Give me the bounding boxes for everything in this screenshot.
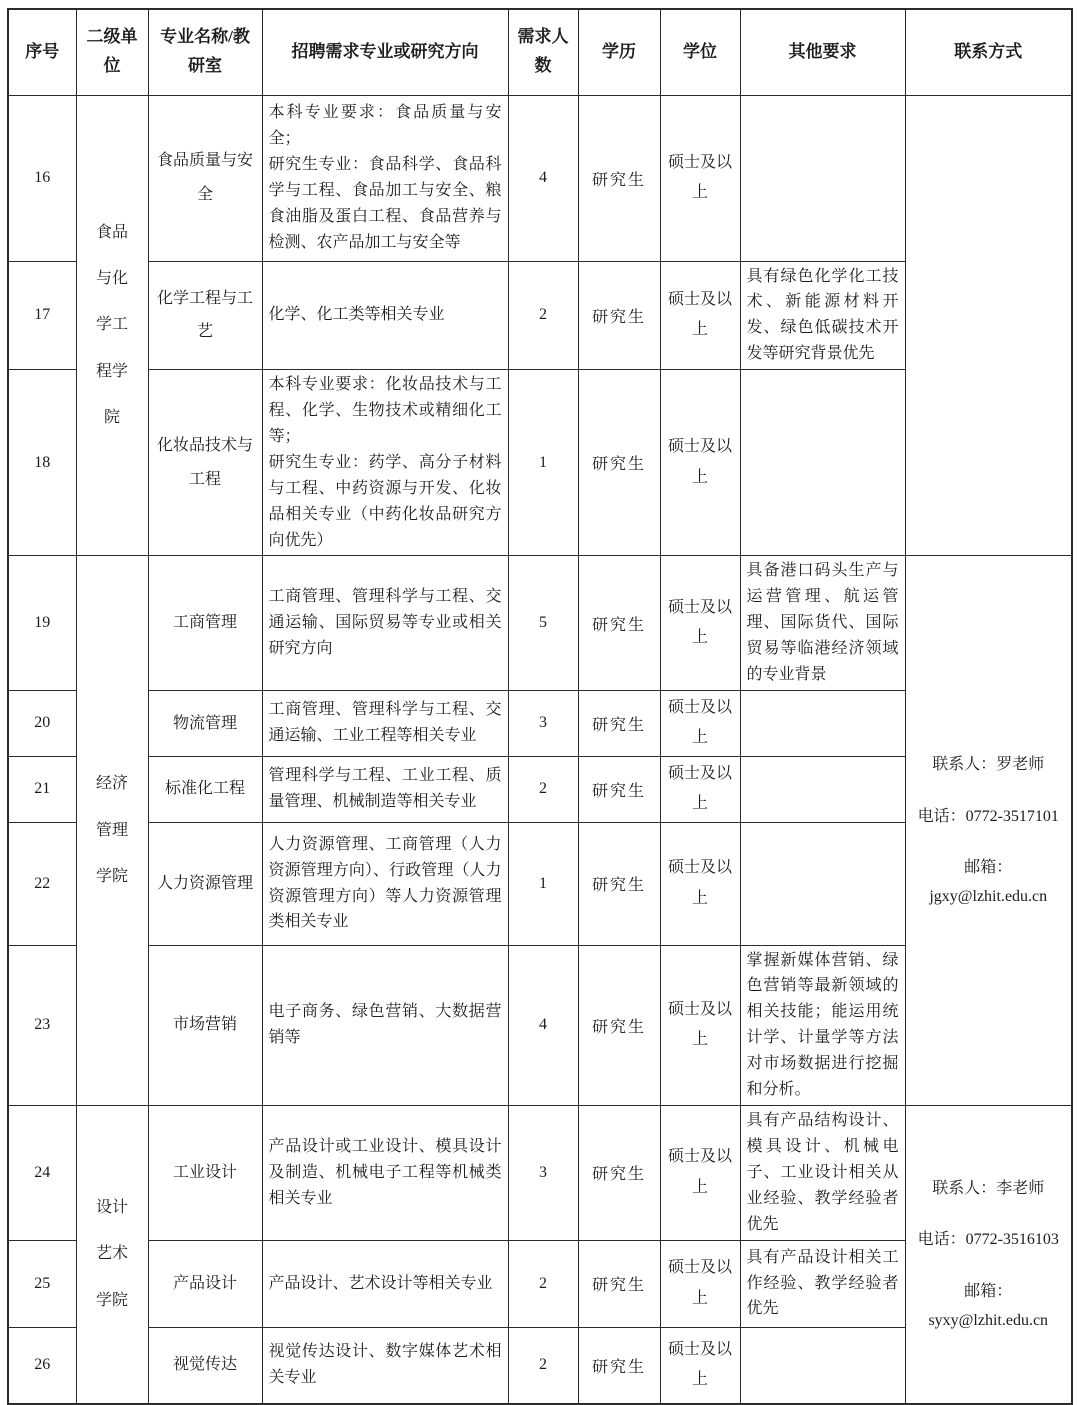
cell-major: 视觉传达 <box>148 1327 262 1404</box>
cell-count: 5 <box>508 556 578 691</box>
cell-demand <box>262 95 508 261</box>
cell-unit-economics <box>76 556 148 1106</box>
demand-line: 视觉传达设计、数字媒体艺术相关专业 <box>268 1343 502 1387</box>
col-header-demand: 招聘需求专业或研究方向 <box>262 9 508 95</box>
cell-other: 具备港口码头生产与运营管理、航运管理、国际货代、国际贸易等临港经济领域的专业背景 <box>740 556 905 691</box>
cell-major: 工业设计 <box>148 1106 262 1241</box>
recruitment-table <box>7 8 1073 1405</box>
cell-count: 1 <box>508 822 578 945</box>
demand-line: 化学、化工类等相关专业 <box>268 306 445 324</box>
col-header-unit: 二级单位 <box>76 9 148 95</box>
demand-line: 人力资源管理、工商管理（人力资源管理方向）、行政管理（人力资源管理方向）等人力资源管理类相关专业 <box>268 835 502 931</box>
cell-degree: 硕士及以上 <box>660 1240 740 1327</box>
cell-unit-food-chem <box>76 95 148 556</box>
table-row <box>8 1106 1072 1241</box>
cell-degree: 硕士及以上 <box>660 95 740 261</box>
demand-line: 工商管理、管理科学与工程、交通运输、工业工程等相关专业 <box>268 701 502 745</box>
contact-phone: 电话：0772-3516103 <box>917 1231 1059 1249</box>
contact-email: jgxy@lzhit.edu.cn <box>929 887 1048 905</box>
cell-no: 26 <box>8 1327 76 1404</box>
cell-degree: 硕士及以上 <box>660 691 740 757</box>
contact-person: 联系人：李老师 <box>932 1179 1045 1197</box>
cell-count: 3 <box>508 1106 578 1241</box>
cell-other <box>740 756 905 822</box>
cell-degree: 硕士及以上 <box>660 945 740 1105</box>
cell-count: 2 <box>508 1327 578 1404</box>
cell-no: 19 <box>8 556 76 691</box>
demand-line: 研究生专业：药学、高分子材料与工程、中药资源与开发、化妆品相关专业（中药化妆品研究方向优先） <box>268 453 502 549</box>
cell-education: 研究生 <box>578 691 660 757</box>
cell-count: 4 <box>508 945 578 1105</box>
cell-contact-economics <box>905 556 1072 1106</box>
cell-demand <box>262 261 508 370</box>
cell-contact-food-chem <box>905 95 1072 556</box>
cell-education: 研究生 <box>578 945 660 1105</box>
demand-line: 本科专业要求：化妆品技术与工程、化学、生物技术或精细化工等； <box>268 376 502 445</box>
cell-degree: 硕士及以上 <box>660 1106 740 1241</box>
cell-count: 3 <box>508 691 578 757</box>
cell-demand <box>262 1106 508 1241</box>
cell-education: 研究生 <box>578 1327 660 1404</box>
unit-name: 设计艺术学院 <box>95 1198 128 1309</box>
cell-education: 研究生 <box>578 1106 660 1241</box>
col-header-no: 序号 <box>8 9 76 95</box>
cell-education: 研究生 <box>578 556 660 691</box>
cell-demand <box>262 822 508 945</box>
cell-degree: 硕士及以上 <box>660 1327 740 1404</box>
cell-education: 研究生 <box>578 822 660 945</box>
col-header-contact: 联系方式 <box>905 9 1072 95</box>
cell-major: 化学工程与工艺 <box>148 261 262 370</box>
cell-count: 2 <box>508 261 578 370</box>
demand-line: 研究生专业：食品科学、食品科学与工程、食品加工与安全、粮食油脂及蛋白工程、食品营养与检测、农产品加工与安全等 <box>268 156 502 251</box>
cell-degree: 硕士及以上 <box>660 556 740 691</box>
cell-count: 2 <box>508 756 578 822</box>
cell-no: 24 <box>8 1106 76 1241</box>
col-header-degree: 学位 <box>660 9 740 95</box>
header-row <box>8 9 1072 95</box>
cell-other <box>740 370 905 556</box>
cell-no: 23 <box>8 945 76 1105</box>
col-header-major: 专业名称/教研室 <box>148 9 262 95</box>
unit-name: 食品与化学工程学院 <box>95 223 128 427</box>
cell-education: 研究生 <box>578 756 660 822</box>
cell-degree: 硕士及以上 <box>660 822 740 945</box>
cell-other <box>740 691 905 757</box>
cell-no: 18 <box>8 370 76 556</box>
cell-no: 21 <box>8 756 76 822</box>
cell-contact-design-art <box>905 1106 1072 1405</box>
cell-no: 25 <box>8 1240 76 1327</box>
cell-no: 16 <box>8 95 76 261</box>
cell-degree: 硕士及以上 <box>660 370 740 556</box>
table-row <box>8 95 1072 261</box>
cell-count: 2 <box>508 1240 578 1327</box>
cell-other: 具有绿色化学化工技术、新能源材料开发、绿色低碳技术开发等研究背景优先 <box>740 261 905 370</box>
cell-major: 标准化工程 <box>148 756 262 822</box>
cell-other: 具有产品设计相关工作经验、教学经验者优先 <box>740 1240 905 1327</box>
cell-other: 掌握新媒体营销、绿色营销等最新领域的相关技能；能运用统计学、计量学等方法对市场数据进行挖掘和分析。 <box>740 945 905 1105</box>
cell-major: 市场营销 <box>148 945 262 1105</box>
col-header-count: 需求人数 <box>508 9 578 95</box>
cell-no: 17 <box>8 261 76 370</box>
cell-degree: 硕士及以上 <box>660 261 740 370</box>
cell-major: 食品质量与安全 <box>148 95 262 261</box>
cell-unit-design-art <box>76 1106 148 1405</box>
cell-education: 研究生 <box>578 1240 660 1327</box>
cell-other <box>740 1327 905 1404</box>
contact-email-label: 邮箱： <box>964 1283 1013 1301</box>
unit-name: 经济管理学院 <box>95 775 128 885</box>
cell-demand <box>262 370 508 556</box>
cell-major: 产品设计 <box>148 1240 262 1327</box>
cell-other <box>740 95 905 261</box>
cell-education: 研究生 <box>578 95 660 261</box>
contact-email: syxy@lzhit.edu.cn <box>928 1311 1049 1329</box>
cell-major: 人力资源管理 <box>148 822 262 945</box>
cell-count: 1 <box>508 370 578 556</box>
cell-other <box>740 822 905 945</box>
cell-demand <box>262 691 508 757</box>
cell-major: 工商管理 <box>148 556 262 691</box>
cell-other: 具有产品结构设计、模具设计、机械电子、工业设计相关从业经验、教学经验者优先 <box>740 1106 905 1241</box>
demand-line: 产品设计或工业设计、模具设计及制造、机械电子工程等机械类相关专业 <box>268 1137 502 1207</box>
contact-email-label: 邮箱： <box>964 859 1013 877</box>
cell-major: 物流管理 <box>148 691 262 757</box>
cell-demand <box>262 1327 508 1404</box>
table-row <box>8 556 1072 691</box>
contact-person: 联系人：罗老师 <box>932 756 1045 774</box>
demand-line: 产品设计、艺术设计等相关专业 <box>268 1274 493 1292</box>
contact-phone: 电话：0772-3517101 <box>917 807 1059 825</box>
demand-line: 本科专业要求：食品质量与安全； <box>268 104 502 148</box>
cell-degree: 硕士及以上 <box>660 756 740 822</box>
cell-demand <box>262 1240 508 1327</box>
cell-demand <box>262 556 508 691</box>
cell-demand <box>262 945 508 1105</box>
cell-major: 化妆品技术与工程 <box>148 370 262 556</box>
cell-count: 4 <box>508 95 578 261</box>
demand-line: 工商管理、管理科学与工程、交通运输、国际贸易等专业或相关研究方向 <box>268 588 502 658</box>
cell-no: 20 <box>8 691 76 757</box>
cell-no: 22 <box>8 822 76 945</box>
cell-demand <box>262 756 508 822</box>
demand-line: 电子商务、绿色营销、大数据营销等 <box>268 1003 502 1047</box>
col-header-education: 学历 <box>578 9 660 95</box>
cell-education: 研究生 <box>578 261 660 370</box>
col-header-other: 其他要求 <box>740 9 905 95</box>
demand-line: 管理科学与工程、工业工程、质量管理、机械制造等相关专业 <box>268 767 502 811</box>
cell-education: 研究生 <box>578 370 660 556</box>
